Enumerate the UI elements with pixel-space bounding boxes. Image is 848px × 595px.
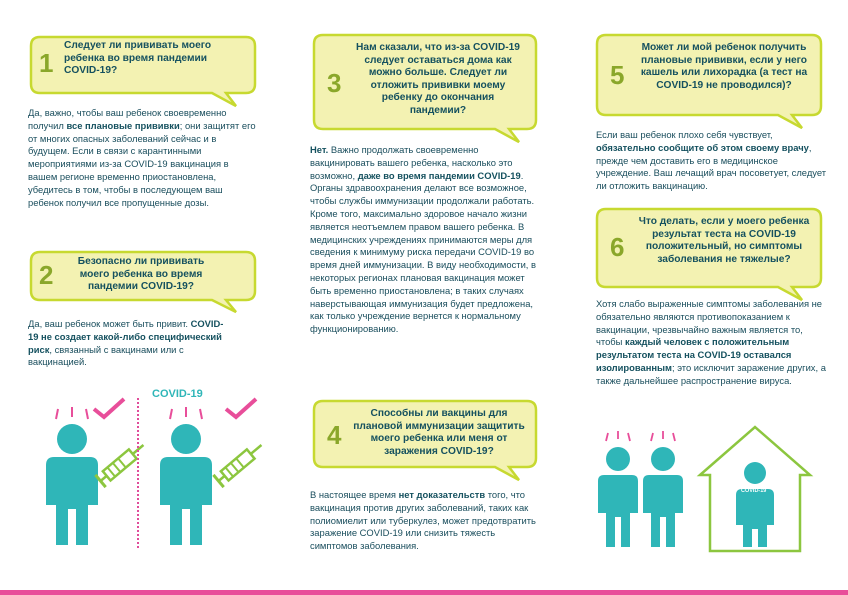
question-bubble-3 — [313, 34, 537, 130]
question-number: 4 — [327, 420, 342, 450]
column-2 — [305, 0, 545, 590]
question-bubble-6 — [596, 208, 822, 288]
answer-text-2: Да, ваш ребенок может быть привит. COVID-19 не создает какой-либо специфический риск, связанный с вакцинами или с вакцинацией. — [28, 318, 224, 368]
person-figure-icon — [46, 407, 98, 545]
question-number: 3 — [327, 68, 342, 98]
person-figure-icon — [643, 431, 683, 547]
syringe-icon — [95, 439, 148, 487]
question-text: Может ли мой ребенок получить плановые прививки, если у него кашель или лихорадка (а тест на COVID-19 не проводился)? — [640, 42, 808, 91]
syringe-icon — [213, 439, 266, 487]
house-covid-label: COVID-19 — [741, 488, 767, 494]
question-text: Нам сказали, что из-за COVID-19 следует оставаться дома как можно больше. Следует ли отложить прививки моему ребенку до окончания пандемии? — [356, 42, 520, 116]
question-bubble-5 — [596, 34, 822, 116]
question-number: 6 — [610, 232, 625, 262]
question-text: Что делать, если у моего ребенка результат теста на COVID-19 положительный, но симптомы заболевания не тяжелые? — [638, 216, 810, 265]
question-number: 1 — [39, 48, 54, 78]
question-text: Следует ли прививать моего ребенка во время пандемии COVID-19? — [64, 40, 212, 77]
answer-text-3: Нет. Важно продолжать своевременно вакцинировать вашего ребенка, насколько это возможно, даже во время пандемии COVID-19. Органы здравоохранения делают все возможное, чтобы службы иммунизации продолжали работать. Кроме того, максимально здоровое начало жизни является неотъемлем правом вашего ребенка. В медицинских учреждениях принимаются меры для сведения к минимуму риска передачи COVID-19 во время дней иммунизации. В виду необходимости, в некоторых регионах плановая вакцинация может быть временно приостановлена; в таких случаях наверстывающая иммунизация будет предложена, как только учреждение вернется к нормальному функционированию. — [310, 144, 537, 335]
checkmark-icon — [94, 399, 124, 417]
column-1 — [24, 0, 274, 590]
dotted-divider — [137, 398, 139, 548]
vaccination-illustration — [24, 385, 284, 555]
answer-text-1: Да, важно, чтобы ваш ребенок своевременно получил все плановые прививки; они защитят его от многих опасных заболеваний сейчас и в будущем. Если в связи с карантинными мероприятиями из-за COVID-19 вакцинация в вашем регионе временно приостановлена, убедитесь в том, чтобы в последующем ваш ребенок получил все пропущенные дозы. — [28, 107, 256, 208]
person-figure-icon — [160, 407, 212, 545]
column-3 — [590, 0, 830, 590]
answer-text-4: В настоящее время нет доказательств того, что вакцинация против других заболеваний, таких как полиомиелит или туберкулез, может предотвратить заражение COVID-19 или снизить тяжесть симптомов заболевания. — [310, 489, 536, 552]
question-number: 2 — [39, 260, 54, 290]
checkmark-icon — [226, 399, 256, 417]
question-text: Безопасно ли прививать моего ребенка во время пандемии COVID-19? — [77, 256, 205, 293]
question-bubble-1 — [30, 36, 256, 94]
question-bubble-2 — [30, 251, 256, 301]
question-bubble-4 — [313, 400, 537, 468]
answer-text-6: Хотя слабо выраженные симптомы заболевания не обязательно являются противопоказанием к вакцинации, чрезвычайно важным является то, чтобы каждый человек с положительным результатом теста на COVID-19 оставался изолированным; это исключит заражение других, а также дальнейшее распространение вируса. — [596, 298, 826, 386]
footer-bar — [0, 590, 848, 595]
question-text: Способны ли вакцины для плановой иммунизации защитить моего ребенка или меня от заражения COVID-19? — [353, 408, 525, 457]
isolation-illustration — [590, 425, 830, 560]
covid-label: COVID-19 — [152, 388, 203, 400]
person-figure-icon — [598, 431, 638, 547]
answer-text-5: Если ваш ребенок плохо себя чувствует, обязательно сообщите об этом своему врачу, прежде чем доставить его в медицинское учреждение. Ваш лечащий врач посоветует, следует ли отложить вакцинацию. — [596, 129, 827, 192]
question-number: 5 — [610, 60, 625, 90]
